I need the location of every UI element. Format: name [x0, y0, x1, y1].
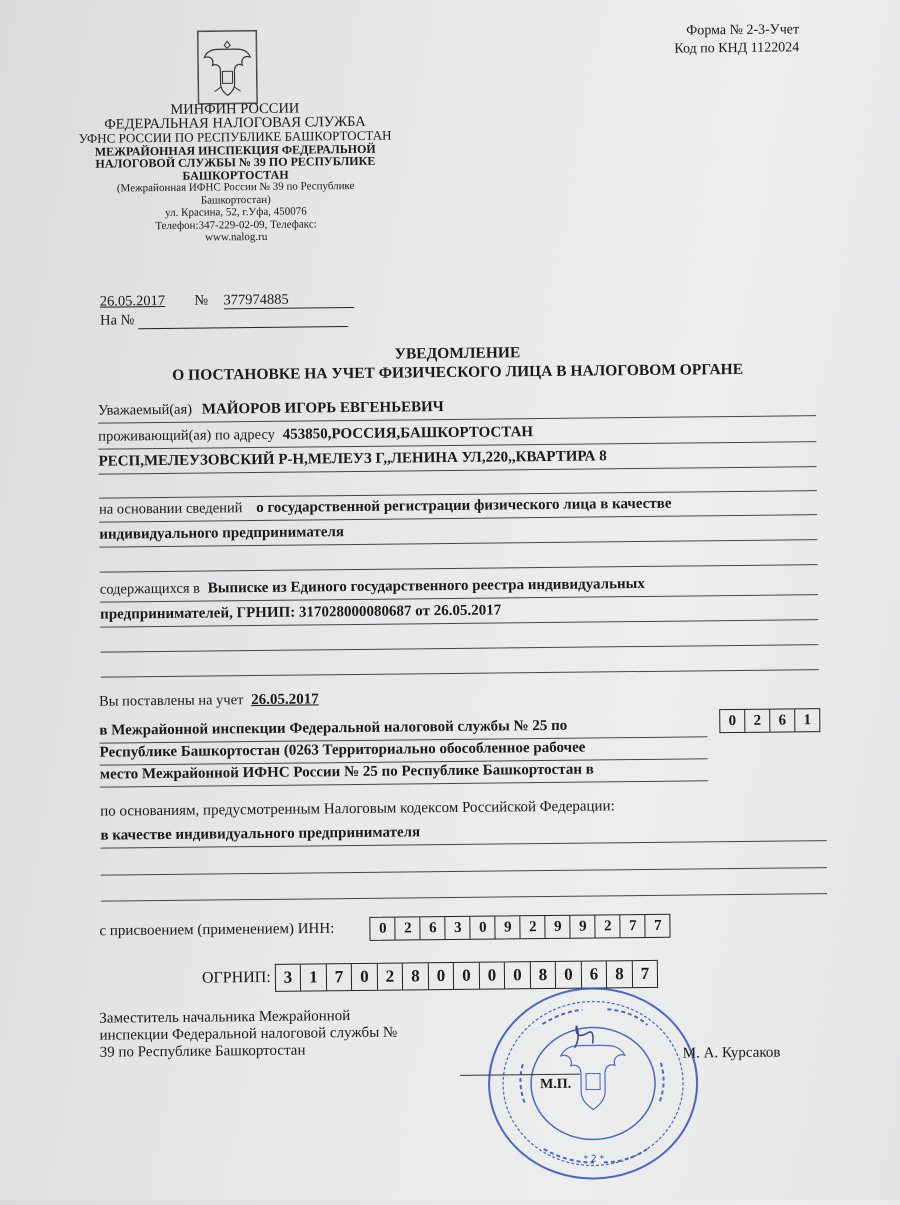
inn-digit: 6 [421, 917, 446, 939]
address-2: РЕСП,МЕЛЕУЗОВСКИЙ Р-Н,МЕЛЕУЗ Г,,ЛЕНИНА УЛ,220,,КВАРТИРА 8 [98, 448, 607, 470]
page-title [137, 341, 777, 386]
doc-number-field [223, 291, 353, 309]
ogrnip-digit: 8 [403, 963, 429, 989]
ogrnip-digit: 6 [582, 961, 608, 987]
blank-row [99, 543, 817, 573]
inn-cells [370, 914, 671, 941]
ogrnip-digit: 0 [556, 962, 582, 988]
doc-date-number [100, 291, 354, 330]
blank-row [101, 648, 819, 678]
address-row-1 [98, 420, 816, 450]
doc-date: 26.05.2017 [99, 292, 166, 310]
registered-line [99, 691, 319, 710]
inn-digit: 2 [396, 917, 421, 939]
ogrnip-digit: 2 [378, 964, 404, 990]
inn-digit: 2 [596, 915, 621, 937]
ogrnip-digit: 3 [276, 965, 302, 991]
num-sign: № [194, 292, 209, 309]
svg-text:* 2 *: * 2 * [583, 1154, 605, 1165]
eagle-emblem-icon [197, 30, 258, 105]
ogrnip-digit: 0 [429, 963, 455, 989]
code-digit: 6 [770, 709, 795, 731]
ogrnip-digit: 7 [640, 963, 650, 984]
signer-title [99, 1007, 460, 1062]
ogrnip-digit: 0 [454, 963, 480, 989]
org-line-3: место Межрайонной ИФНС России № 25 по Республике Башкортостан в [99, 761, 594, 783]
ogrnip-digit: 0 [505, 962, 531, 988]
ogrnip-digit: 8 [607, 961, 633, 987]
inn-digit: 9 [571, 915, 596, 937]
knd-code: Код по КНД 1122024 [674, 40, 800, 57]
reg-label: Вы поставлены на учет [98, 692, 244, 710]
title-line2: О ПОСТАНОВКЕ НА УЧЕТ ФИЗИЧЕСКОГО ЛИЦА В НАЛОГОВОМ ОРГАНЕ [172, 360, 744, 384]
issuer-block [75, 101, 396, 246]
ministry: МИНФИН РОССИИ [170, 100, 300, 118]
service: ФЕДЕРАЛЬНАЯ НАЛОГОВАЯ СЛУЖБА [104, 113, 366, 133]
blank-row [100, 623, 818, 653]
na-field [138, 310, 348, 329]
basis-row-1 [99, 493, 817, 523]
inn-digit: 9 [496, 916, 521, 938]
ufns: УФНС РОССИИ ПО РЕСПУБЛИКЕ БАШКОРТОСТАН [78, 127, 392, 146]
inn-digit: 3 [446, 917, 471, 939]
inspection-short-2: Башкортостан) [200, 193, 271, 207]
signer-line-2: инспекции Федеральной налоговой службы № [99, 1024, 398, 1044]
greeting-row [98, 394, 816, 424]
reg-date: 26.05.2017 [251, 691, 319, 709]
na-label: На № [99, 312, 135, 329]
ogrnip-digit: 7 [327, 964, 353, 990]
code-digit: 0 [720, 710, 745, 732]
form-identifier [674, 21, 799, 58]
official-stamp-icon [482, 982, 704, 1184]
inn-digit: 2 [521, 916, 546, 938]
inspection-line1: МЕЖРАЙОННАЯ ИНСПЕКЦИЯ ФЕДЕРАЛЬНОЙ [94, 141, 376, 159]
form-number: Форма № 2-3-Учет [686, 22, 800, 39]
address-1: 453850,РОССИЯ,БАШКОРТОСТАН [282, 424, 534, 443]
source-row-2 [100, 598, 818, 628]
doc-number: 377974885 [223, 291, 289, 309]
address: ул. Красина, 52, г.Уфа, 450076 [165, 205, 307, 219]
source-row-1 [100, 573, 818, 603]
code-digit: 1 [803, 712, 812, 729]
basis-row-2 [99, 518, 817, 548]
inn-label: с присвоением (применением) ИНН: [99, 920, 335, 940]
source-text-2: предпринимателей, ГРНИП: 317028000080687 от 26.05.2017 [100, 602, 502, 623]
greet-label: Уважаемый(ая) [97, 401, 193, 419]
person-name: МАЙОРОВ ИГОРЬ ЕВГЕНЬЕВИЧ [201, 399, 444, 418]
org-line-2: Республике Башкортостан (0263 Территориально обособленное рабочее [99, 739, 586, 761]
basis-label: на основании сведений [98, 500, 243, 518]
website: www.nalog.ru [205, 230, 268, 244]
grounds-text: в качестве индивидуального предпринимателя [100, 824, 421, 844]
title-line1: УВЕДОМЛЕНИЕ [394, 344, 521, 363]
org-line-1: в Межрайонной инспекции Федеральной налоговой службы № 25 по [99, 717, 568, 739]
source-text-1: Выписке из Единого государственного реестра индивидуальных [207, 575, 645, 597]
inn-digit: 0 [371, 918, 396, 940]
ogrnip-digit: 0 [352, 964, 378, 990]
basis-text-1: о государственной регистрации физического лица в качестве [256, 495, 672, 517]
blank-row [101, 846, 827, 876]
basis-text-2: индивидуального предпринимателя [99, 524, 345, 543]
inspection-short-1: (Межрайонная ИФНС России № 39 по Республике [116, 179, 355, 195]
grounds-row [100, 819, 826, 849]
blank-row [101, 872, 827, 902]
signer-line-1: Заместитель начальника Межрайонной [99, 1008, 351, 1027]
signer-line-3: 39 по Республике Башкортостан [99, 1042, 306, 1061]
code-digit: 2 [745, 710, 770, 732]
seal-place-label: М.П. [540, 1076, 572, 1093]
signer-name: М. А. Курсаков [682, 1044, 781, 1062]
ogrnip-digit: 0 [480, 962, 506, 988]
ogrnip-digit: 1 [301, 964, 327, 990]
ogrnip-digit: 8 [531, 962, 557, 988]
inn-line [99, 914, 671, 944]
inn-digit: 9 [546, 916, 571, 938]
inspection-line2: НАЛОГОВОЙ СЛУЖБЫ № 39 ПО РЕСПУБЛИКЕ [95, 153, 376, 171]
phone: Телефон:347-229-02-09, Телефакс: [155, 217, 317, 232]
inspection-line3: БАШКОРТОСТАН [182, 167, 289, 183]
inn-digit: 7 [653, 917, 662, 934]
code-cells [719, 708, 820, 733]
grounds-label: по основаниям, предусмотренным Налоговым кодексом Российской Федерации: [100, 798, 615, 820]
addr-label: проживающий(ая) по адресу [98, 426, 276, 445]
source-label: содержащихся в [99, 580, 201, 598]
tax-office-code [719, 708, 820, 733]
ogrnip-label: ОГРНИП: [201, 968, 271, 987]
inn-digit: 7 [621, 915, 646, 937]
inn-digit: 0 [471, 917, 496, 939]
